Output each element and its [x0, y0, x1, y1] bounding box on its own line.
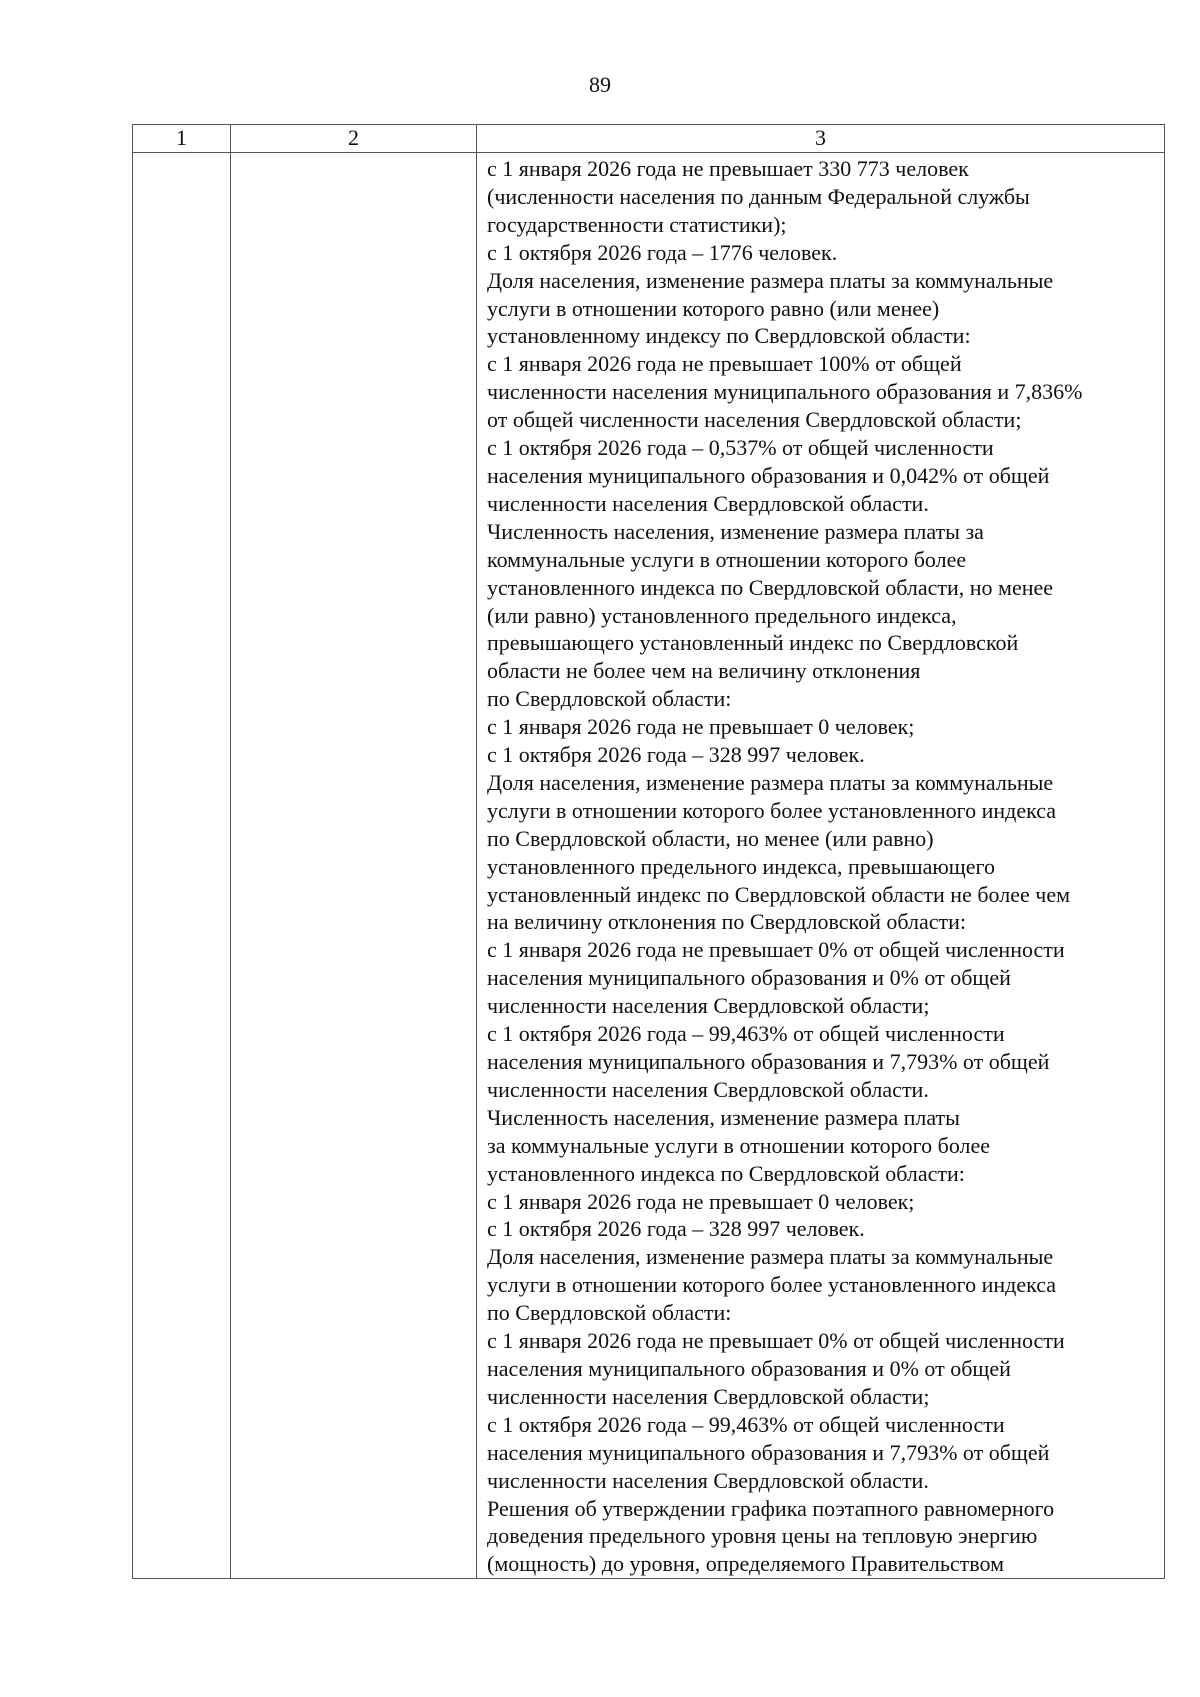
document-table: [132, 124, 1165, 1579]
table-header-row: [133, 125, 1165, 153]
text-line: на величину отклонения по Свердловской области:: [487, 909, 966, 935]
row-cell-1: [133, 153, 231, 1579]
text-line: по Свердловской области, но менее (или равно): [487, 825, 934, 851]
cell-text-block: [487, 155, 1156, 1578]
text-line: населения муниципального образования и 7,793% от общей: [487, 1439, 1050, 1465]
text-line: установленного предельного индекса, превышающего: [487, 853, 995, 879]
text-line: услуги в отношении которого равно (или менее): [487, 295, 940, 321]
text-line: с 1 января 2026 года не превышает 100% от общей: [487, 351, 962, 377]
text-line: населения муниципального образования и 0,042% от общей: [487, 462, 1050, 488]
text-line: населения муниципального образования и 0% от общей: [487, 1355, 1011, 1381]
text-line: государственности статистики);: [487, 211, 787, 237]
header-cell-3: 3: [477, 125, 1165, 153]
text-line: с 1 октября 2026 года – 328 997 человек.: [487, 742, 865, 768]
row-cell-2: [231, 153, 477, 1579]
text-line: с 1 октября 2026 года – 99,463% от общей численности: [487, 1411, 1005, 1437]
page-number: 89: [589, 72, 611, 97]
text-line: по Свердловской области:: [487, 1300, 732, 1326]
text-line: населения муниципального образования и 0% от общей: [487, 965, 1011, 991]
text-line: (численности населения по данным Федеральной службы: [487, 183, 1030, 209]
text-line: численности населения муниципального образования и 7,836%: [487, 379, 1083, 405]
text-line: с 1 января 2026 года не превышает 0 человек;: [487, 714, 915, 740]
text-line: доведения предельного уровня цены на тепловую энергию: [487, 1523, 1038, 1549]
text-line: Численность населения, изменение размера платы: [487, 1104, 960, 1130]
text-line: с 1 октября 2026 года – 0,537% от общей численности: [487, 435, 994, 461]
text-line: населения муниципального образования и 7,793% от общей: [487, 1049, 1050, 1074]
text-line: с 1 января 2026 года не превышает 330 773 человек: [487, 156, 969, 181]
text-line: с 1 января 2026 года не превышает 0% от общей численности: [487, 1328, 1065, 1354]
header-cell-1: 1: [133, 125, 231, 153]
text-line: с 1 января 2026 года не превышает 0 человек;: [487, 1188, 915, 1214]
text-line: численности населения Свердловской области.: [487, 1467, 929, 1493]
text-line: Доля населения, изменение размера платы за коммунальные: [487, 769, 1054, 795]
text-line: установленному индексу по Свердловской области:: [487, 323, 971, 349]
text-line: Численность населения, изменение размера платы за: [487, 518, 984, 544]
text-line: (или равно) установленного предельного индекса,: [487, 602, 957, 628]
text-line: области не более чем на величину отклонения: [487, 658, 921, 684]
text-line: численности населения Свердловской области;: [487, 993, 930, 1019]
text-line: установленный индекс по Свердловской области не более чем: [487, 881, 1070, 907]
text-line: превышающего установленный индекс по Свердловской: [487, 630, 1019, 656]
text-line: с 1 октября 2026 года – 1776 человек.: [487, 239, 838, 265]
text-line: с 1 октября 2026 года – 99,463% от общей численности: [487, 1021, 1005, 1047]
text-line: Доля населения, изменение размера платы за коммунальные: [487, 267, 1054, 293]
text-line: коммунальные услуги в отношении которого более: [487, 546, 967, 572]
text-line: Доля населения, изменение размера платы за коммунальные: [487, 1244, 1054, 1270]
text-line: установленного индекса по Свердловской области:: [487, 1160, 965, 1186]
text-line: численности населения Свердловской области.: [487, 1076, 929, 1102]
text-line: услуги в отношении которого более установленного индекса: [487, 797, 1057, 823]
text-line: (мощность) до уровня, определяемого Правительством: [487, 1551, 1005, 1577]
text-line: от общей численности населения Свердловской области;: [487, 407, 1022, 433]
header-cell-2: 2: [231, 125, 477, 153]
text-line: по Свердловской области:: [487, 686, 732, 712]
text-line: за коммунальные услуги в отношении которого более: [487, 1132, 991, 1158]
row-cell-3: [477, 153, 1165, 1579]
table-row: [133, 153, 1165, 1579]
text-line: численности населения Свердловской области.: [487, 490, 929, 516]
text-line: услуги в отношении которого более установленного индекса: [487, 1272, 1057, 1298]
text-line: с 1 января 2026 года не превышает 0% от общей численности: [487, 937, 1065, 963]
text-line: с 1 октября 2026 года – 328 997 человек.: [487, 1216, 865, 1242]
text-line: численности населения Свердловской области;: [487, 1383, 930, 1409]
text-line: установленного индекса по Свердловской области, но менее: [487, 574, 1054, 600]
text-line: Решения об утверждении графика поэтапного равномерного: [487, 1495, 1055, 1521]
